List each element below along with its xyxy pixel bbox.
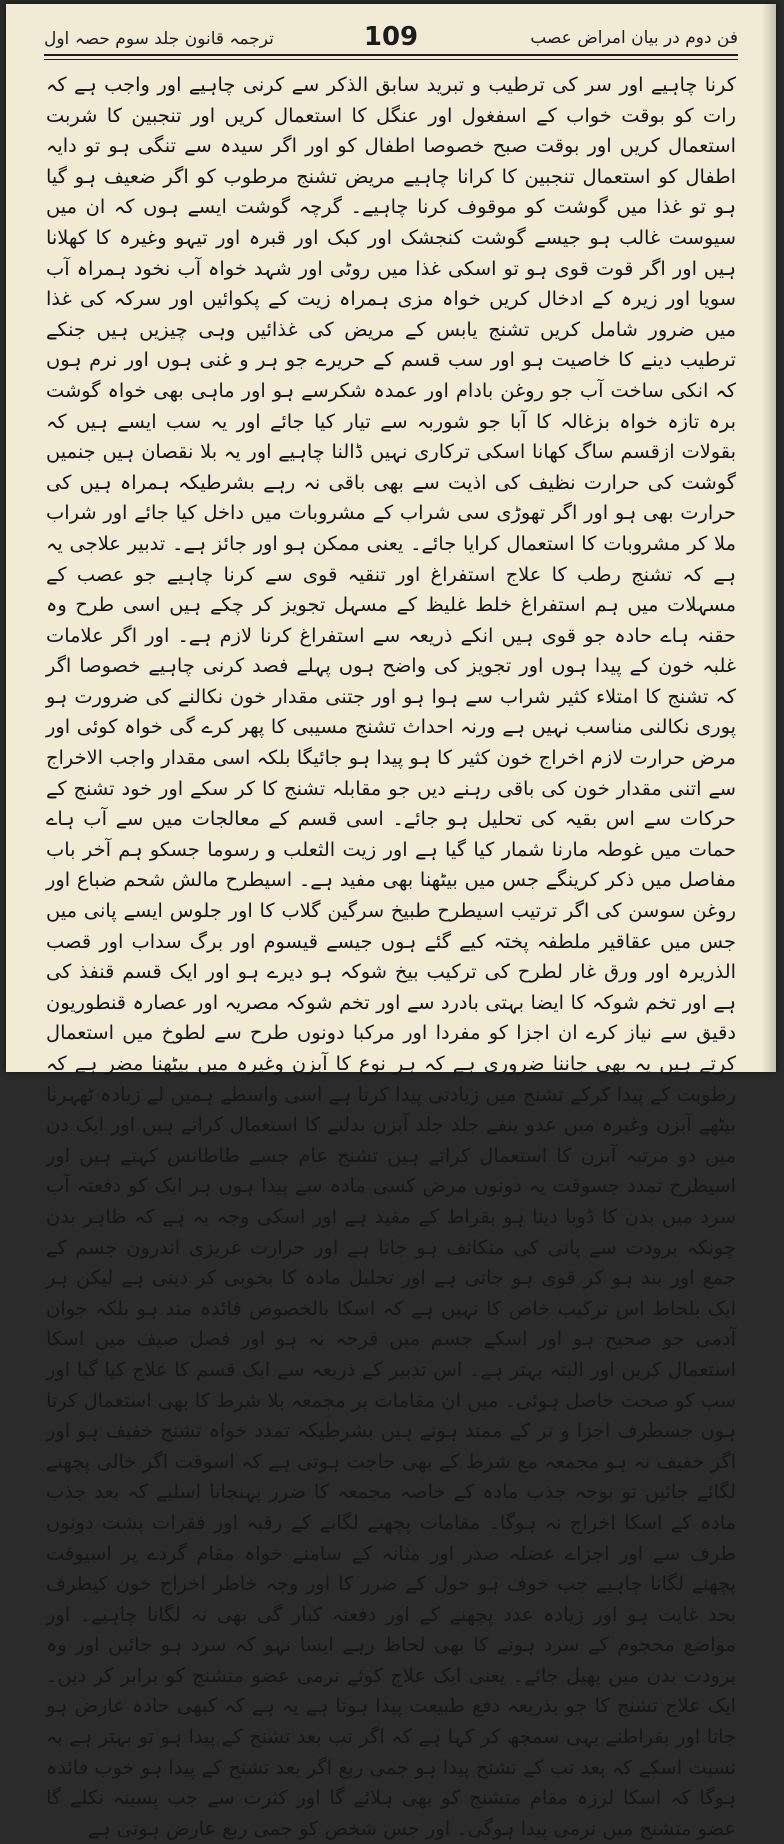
body-paragraph: کرنا چاہیے اور سر کی ترطیب و تبرید سابق الذکر سے کرنی چاہیے اور واجب ہے کہ رات کو بوقت خواب کے اسفغول اور عنگل کا استعمال کریں اور تنجبین کا شربت استعمال کریں اور بوقت صبح خصوصا اطفال کو اور اگر سیدہ سے تنگی ہو تو دایہ اطفال کو استعمال تنجبین کا کرانا چاہیے مریض تشنج مرطوب کو اگر ضعیف ہو گیا ہو تو غذا میں گوشت کو موقوف کرنا چاہیے۔ گرچہ گوشت ایسے ہوں کہ ان میں سیوست غالب ہو جیسے گوشت کنجشک اور کبک اور قبرہ اور تیہو وغیرہ کا کھلانا ہیں اور اگر قوت قوی ہو تو اسکی غذا میں روٹی اور شہد خواہ آب نخود ہمراہ آب سویا اور زیرہ کے ادخال کریں خواہ مزی ہمراہ زیت کے پکوائیں اور سرکہ کی غذا میں ضرور شامل کریں تشنج یابس کے مریض کی غذائیں وہی چیزیں ہیں جنکے ترطیب دینے کا خاصیت ہو اور سب قسم کے حریرے جو ہر و غنی ہوں اور نرم ہوں کہ انکی ساخت آب جو روغن بادام اور عمدہ شکرسے ہو اور ماہی بھی خواہ گوشت برہ تازہ خواہ بزغالہ کا آبا جو شوربہ سے تیار کیا جائے اور یہ سب ایسے ہیں کہ بقولات ازقسم ساگ کھانا اسکی ترکاری نہیں ڈالنا چاہیے اور یہ بلا نقصان ہیں جنمیں گوشت کی حرارت نظیف کی اذیت سے بھی باقی نہ رہے بشرطیکہ ہمراہ ہیں کی حرارت بھی ہو اور اگر تھوڑی سی شراب کے مشروبات میں داخل کیا جائے اور شراب ملا کر مشروبات کا استعمال کرایا جائے۔ یعنی ممکن ہو اور جائز ہے۔ تدبیر علاجی یہ ہے کہ تشنج رطب کا علاج استفراغ اور تنقیہ قوی سے کرنا چاہیے جو عصب کے مسہلات میں ہم استفراغ خلط غلیظ کے مسہل تجویز کر چکے ہیں اسی طرح وہ حقنہ ہاے حادہ جو قوی ہیں انکے ذریعہ سے استفراغ کرنا لازم ہے۔ اور اگر علامات غلبہ خون کے پیدا ہوں اور تجویز کی واضح ہوں پہلے فصد کرنی چاہیے خصوصا اگر کہ تشنج کا امتلاء کثیر شراب سے ہوا ہو اور جتنی مقدار خون نکالنے کی ضرورت ہو پوری نکالنی مناسب نہیں ہے ورنہ احداث تشنج مسیبی کا پھر کرے گی خواہ کوئی اور مرض حرارت لازم اخراج خون کثیر کا ہو پیدا ہو جائیگا بلکہ اسی مقدار واجب الاخراج سے اتنی مقدار خون کی باقی رہنے دیں جو مقابلہ تشنج کا کر سکے اور خود تشنج کے حرکات سے اس بقیہ کی تحلیل ہو جائے۔ اسی قسم کے معالجات میں سے آب ہاے حمات میں غوطہ مارنا شمار کیا گیا ہے اور زیت الثعلب و رسوما جسکو ہم آخر باب مفاصل میں ذکر کرینگے جس میں بیٹھنا بھی مفید ہے۔ اسیطرح مالش شحم ضباع اور روغن سوسن کی اگر ترتیب اسیطرح طبیخ سرگین گلاب کا اور جلوس ایسے پانی میں جس میں عقاقیر ملطفہ پختہ کیے گئے ہوں جیسے قیسوم اور برگ سداب اور قصب الذریرہ اور ورق غار لطرح کی ترکیب بیخ شوکہ ہو دیرے ہو اور ایک قسم قنفذ کی ہے اور تخم شوکہ کا ایضا بہتی بادرد سے اور تخم شوکہ مصریہ اور عصارہ قنطوریون دقیق سے نیاز کرے ان اجزا کو مفردا اور مرکبا دونوں طرح سے لطوخ میں استعمال کرتے ہیں یہ بھی جاننا ضروری ہے کہ ہر نوع کا آبزن وغیرہ میں بیٹھنا مضر ہے کہ رطوبت کے پیدا کرکے تشنج میں زیادتی پیدا کرتا ہے اسی واسطے ہمیں لے زیادہ ٹھہرنا بیٹھے آبزن وغیرہ میں عدو ینفے جلد جلد آبزن بدلنے کا استعمال کراتے ہیں اور ایک دن میں دو مرتبہ آبزن کا استعمال کراتے ہیں تشنج عام جسے طاطانس کہتے ہیں اور اسیطرح تمدد جسوقت یہ دونوں مرض کسی مادہ سے پیدا ہوں ہر ایک کو دفعتہ آب سرد میں بدن کا ڈوبا دینا ہو بقراط کے مفید ہے اور اسکی وجہ یہ ہے کہ ظاہر بدن چونکہ برودت سے پانی کی منکاثف ہو جاتا ہے اور حرارت غریزی اندرون جسم کے جمع اور بند ہو کر قوی ہو جاتی ہے اور تحلیل مادہ کا بخوبی کر دیتی ہے لیکن ہر ایک بلحاظ اس ترکیب خاص کا نہیں ہے کہ اسکا بالخصوص فائدہ مند ہو بلکہ جوان آدمی جو صحیح ہو اور اسکے جسم میں قرحہ نہ ہو اور فصل صیف میں اسکا استعمال کریں اور البتہ بہتر ہے۔ اس تدبیر کے ذریعہ سے ایک قسم کا علاج کیا گیا اور سب کو صحت حاصل ہوئی۔ میں ان مقامات پر مجمعہ بلا شرط کا بھی استعمال کرتا ہوں جسطرف اجزا و تر کے ممتد ہوتے ہیں بشرطیکہ تمدد خواہ تشنج خفیف ہو اور اگر خفیف نہ ہو مجمعہ مع شرط کے بھی حاجت ہوتی ہے کہ اسوقت اگر خالی پچھنے لگائے جائیں تو بوجہ جذب مادہ کے خاصہ مجمعہ کا ضرر پہنچانا اسلیے کہ بعد جذب مادہ کے اسکا اخراج نہ ہوگا۔ مقامات پچھنے لگانے کے رقبہ اور فقرات پشت دونوں طرف سے اور اجزاے عضلہ صدر اور مثانہ کے سامنے خواہ مقام گردے پر اسیوقت پچھنے لگانا چاہیے جب خوف ہو حول کے ضرر کا اور وجہ خاطر اخراج خون کیطرف بحد غایت ہو اور زیادہ عدد پچھنے کے اور دفعتہ کبار گی بھی نہ لگانا چاہیے۔ اور مواضع محجوم کے سرد ہونے کا بھی لحاظ رہے ایسا نہو کہ سرد ہو جائیں اور وہ برودت بدن میں پھیل جائے۔ یعنی ایک علاج کوئے نرمی عضو متشنج کو برابر کر دیں۔ ایک علاج تشنج کا جو بذریعہ دفع طبیعت پیدا ہوتا ہے یہ ہے کہ کبھی حادہ عارض ہو جاتا اور بقراطنے یہی سمجھ کر کہا ہے کہ اگر تب بعد تشنج کے پیدا ہو تو بہتر ہے بہ نسبت اسکے کہ بعد تب کے تشنج پیدا ہو جمی ربع اگر بعد تشنج کے پیدا ہو خوب فائدہ ہوگا کہ اسکا لرزہ مقام متشنج کو بھی ہلائے گا اور کثرت سے جب پسینہ نکلے گا عضو متشنج میں نرمی پیدا ہوگی۔ اور جس شخص کو جمی ربع عارض ہوتی ہے	[46, 73, 736, 1840]
body-text-block	[46, 70, 736, 1840]
running-title-left: ترجمہ قانون جلد سوم حصہ اول	[44, 29, 274, 49]
page-edge-shadow	[762, 4, 776, 1072]
header-rule-thick	[44, 54, 738, 56]
running-title-right: فن دوم در بیان امراض عصب	[530, 28, 738, 48]
header-rule-thin	[44, 59, 738, 60]
page-header	[44, 22, 738, 56]
page-number: 109	[363, 22, 419, 52]
document-page	[6, 4, 776, 1840]
